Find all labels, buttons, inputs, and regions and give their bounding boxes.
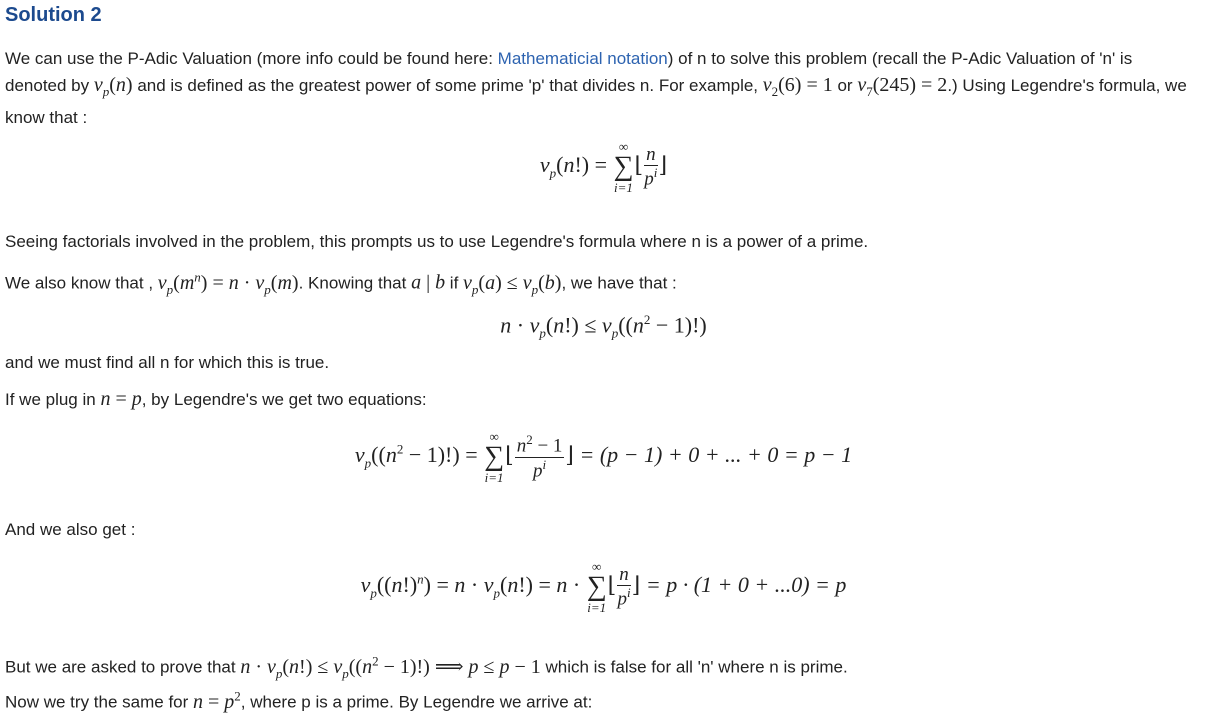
intro-paragraph (5, 46, 1195, 131)
intro-text-3: and is defined as the greatest power of some prime 'p' that divides n. For example, (132, 76, 763, 95)
equation-tail: = p · (1 + 0 + ...0) = p (645, 572, 847, 598)
text: , where p is a prime. By Legendre we arrive at: (240, 692, 593, 712)
text: , by Legendre's we get two equations: (141, 390, 427, 409)
math-power-rule: $v_p(m^n) = n \cdot v_p(m)$ (157, 269, 299, 297)
paragraph-n-p-squared (5, 683, 1195, 716)
paragraph-factorials: Seeing factorials involved in the problem, this prompts us to use Legendre's formula where n is a power of a prime. (5, 232, 869, 251)
legendre-formula: $v_p(n!)$ = ∞ ∑ i=1 ⌊ $\frac{n}{p^i}$ ⌋ (539, 139, 668, 195)
intro-text-5: .) Using Legendre's formula, we know that : (5, 76, 1187, 127)
paragraph-contradiction (5, 648, 1195, 687)
paragraph-also-get: And we also get : (5, 520, 136, 539)
math-n-equals-p: n = p (100, 388, 142, 410)
equation-n2-minus-1: $v_p((n^2 - 1)!)$ = ∞ ∑ i=1 ⌊ $\frac{n^2 - 1}{p^i}$ ⌋ = (p − 1) + 0 + ... + 0 = p − 1 (354, 429, 853, 485)
text: If we plug in (5, 390, 101, 409)
text: But we are asked to prove that (5, 657, 241, 677)
solution-heading: Solution 2 (5, 4, 102, 26)
math-n-p-squared: $n = p^2$ (193, 688, 241, 713)
intro-text-4: or (832, 76, 858, 95)
target-inequality: $n \cdot v_p(n!) \le v_p((n^2 - 1)!)$ (500, 312, 707, 341)
intro-text-2: ) of n to solve this problem (recall the P-Adic Valuation of 'n' is denoted by (5, 49, 1133, 95)
equation-n-factorial-power: $v_p((n!)^n) = n \cdot v_p(n!) = n$ · ∞ ∑ i=1 ⌊ $\frac{n}{p^i}$ ⌋ = p · (1 + 0 + ...0) = p (360, 559, 847, 615)
math-implication: $n \cdot v_p(n!) \le v_p((n^2 - 1)!)$ ⟹ p ≤ p − 1 (240, 653, 541, 681)
text: which is false for all 'n' where n is prime. (540, 657, 848, 677)
sum-symbol: ∞ ∑ i=1 (613, 139, 634, 195)
paragraph-also-know (5, 264, 1195, 303)
equation-tail: = (p − 1) + 0 + ... + 0 = p − 1 (579, 442, 853, 468)
text: We also know that , (5, 273, 158, 293)
text: . Knowing that (298, 273, 412, 293)
math-divides: a | b (411, 271, 446, 294)
math-v7-245: $v_7(245) = 2$ (857, 74, 948, 99)
text: if (445, 273, 464, 293)
fraction: $\frac{n}{p^i}$ (617, 563, 631, 610)
paragraph-find-n: and we must find all n for which this is true. (5, 353, 330, 372)
fraction: $\frac{n^2 - 1}{p^i}$ (516, 432, 563, 481)
notation-link[interactable]: Mathematicial notation (497, 49, 668, 68)
text: , we have that : (561, 273, 677, 293)
math-inequality: $v_p(a) \le v_p(b)$ (463, 271, 562, 297)
text: Now we try the same for (5, 692, 194, 712)
paragraph-plug-in (5, 386, 1195, 413)
math-v2-6: $v_2(6) = 1$ (762, 74, 833, 99)
math-vp-n: $v_p(n)$ (93, 74, 133, 99)
sum-symbol: ∞ ∑ i=1 (586, 559, 607, 615)
fraction: $\frac{n}{p^i}$ (644, 143, 658, 190)
intro-text-1: We can use the P-Adic Valuation (more info could be found here: (5, 49, 498, 68)
sum-symbol: ∞ ∑ i=1 (484, 429, 505, 485)
